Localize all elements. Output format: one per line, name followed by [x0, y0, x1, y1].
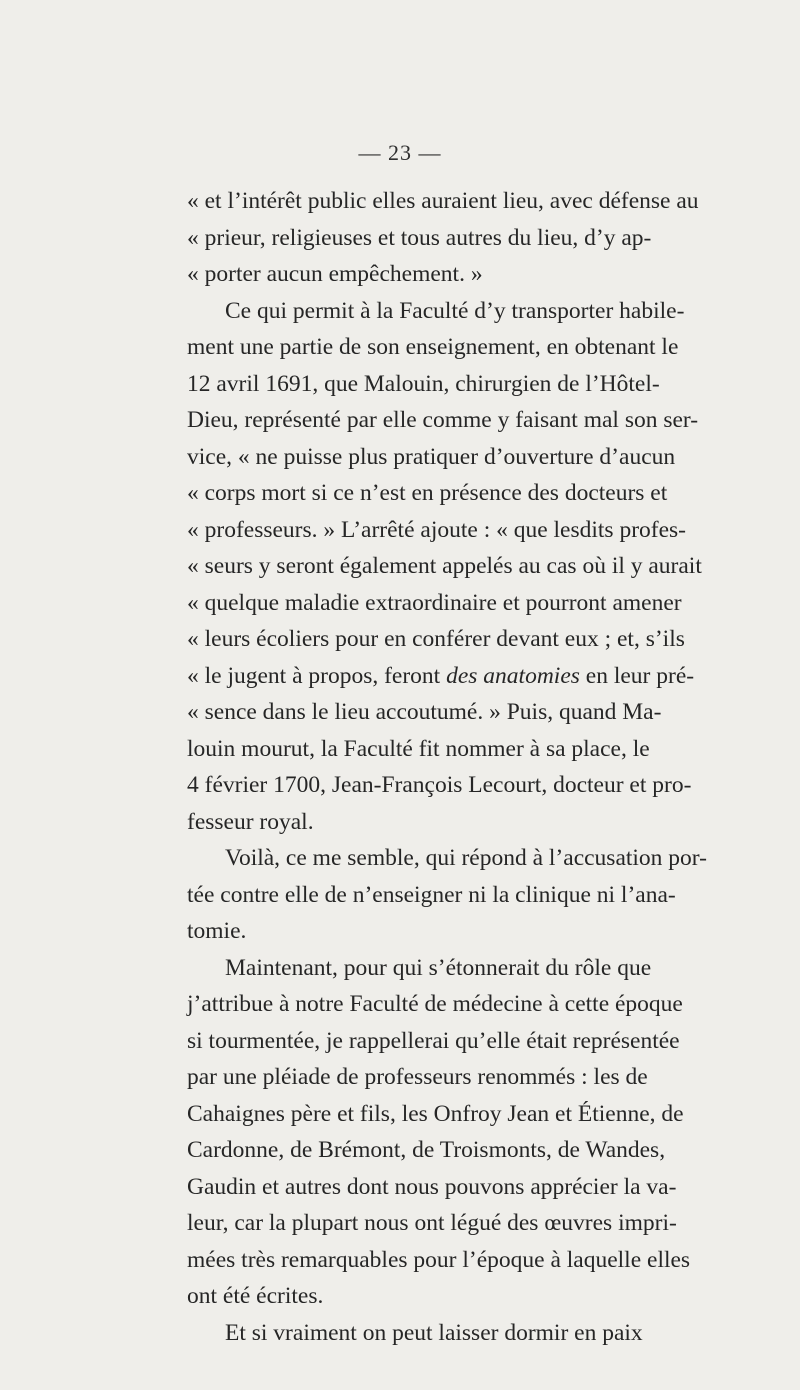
text-line: j’attribue à notre Faculté de médecine à cette époque: [187, 991, 683, 1017]
text-line: mées très remarquables pour l’époque à laquelle elles: [187, 1246, 691, 1273]
text-line: Cardonne, de Brémont, de Troismonts, de Wandes,: [187, 1137, 666, 1163]
text-line: tée contre elle de n’enseigner ni la clinique ni l’ana-: [187, 881, 676, 908]
text-line: « leurs écoliers pour en conférer devant eux ; et, s’ils: [187, 626, 685, 652]
italic-phrase: des anatomies: [446, 662, 580, 689]
text-line: Maintenant, pour qui s’étonnerait du rôle que: [225, 954, 652, 981]
page-number: — 23 —: [358, 140, 442, 165]
text-line: « sence dans le lieu accoutumé. » Puis, quand Ma-: [187, 699, 662, 725]
text-line: « professeurs. » L’arrêté ajoute : « que lesdits profes-: [187, 516, 687, 543]
text-line: « corps mort si ce n’est en présence des docteurs et: [187, 480, 668, 506]
text-line: « porter aucun empêchement. »: [187, 261, 483, 287]
text-line: vice, « ne puisse plus pratiquer d’ouverture d’aucun: [187, 443, 676, 470]
text-line: fesseur royal.: [187, 808, 314, 835]
text-line: ment une partie de son enseignement, en obtenant le: [187, 334, 679, 360]
body-text: [187, 183, 707, 1351]
text-line: Voilà, ce me semble, qui répond à l’accusation por-: [225, 845, 707, 871]
text-line: 4 février 1700, Jean-François Lecourt, docteur et pro-: [187, 772, 692, 798]
text-line: 12 avril 1691, que Malouin, chirurgien de l’Hôtel-: [187, 370, 660, 397]
text-line: leur, car la plupart nous ont légué des œuvres impri-: [187, 1210, 677, 1236]
text-line: Ce qui permit à la Faculté d’y transporter habile-: [225, 297, 685, 324]
text-line: Et si vraiment on peut laisser dormir en paix: [225, 1319, 643, 1346]
text-line: « quelque maladie extraordinaire et pourront amener: [187, 589, 682, 616]
text-line: Gaudin et autres dont nous pouvons apprécier la va-: [187, 1173, 677, 1200]
text-line: Dieu, représenté par elle comme y faisant mal son ser-: [187, 407, 699, 433]
text-line: si tourmentée, je rappellerai qu’elle était représentée: [187, 1027, 680, 1054]
text-line-with-italic: [187, 658, 695, 695]
text-line: louin mourut, la Faculté fit nommer à sa place, le: [187, 735, 650, 762]
text-line: Cahaignes père et fils, les Onfroy Jean et Étienne, de: [187, 1100, 684, 1127]
text-line: par une pléiade de professeurs renommés : les de: [187, 1064, 648, 1090]
text-line: « seurs y seront également appelés au cas où il y aurait: [187, 553, 702, 579]
text-segment: « le jugent à propos, feront des anatomies en leur pré-: [187, 662, 695, 689]
text-line: tomie.: [187, 918, 247, 944]
text-line: « prieur, religieuses et tous autres du lieu, d’y ap-: [187, 224, 652, 251]
text-line: « et l’intérêt public elles auraient lieu, avec défense au: [187, 188, 699, 214]
text-line: ont été écrites.: [187, 1283, 324, 1309]
